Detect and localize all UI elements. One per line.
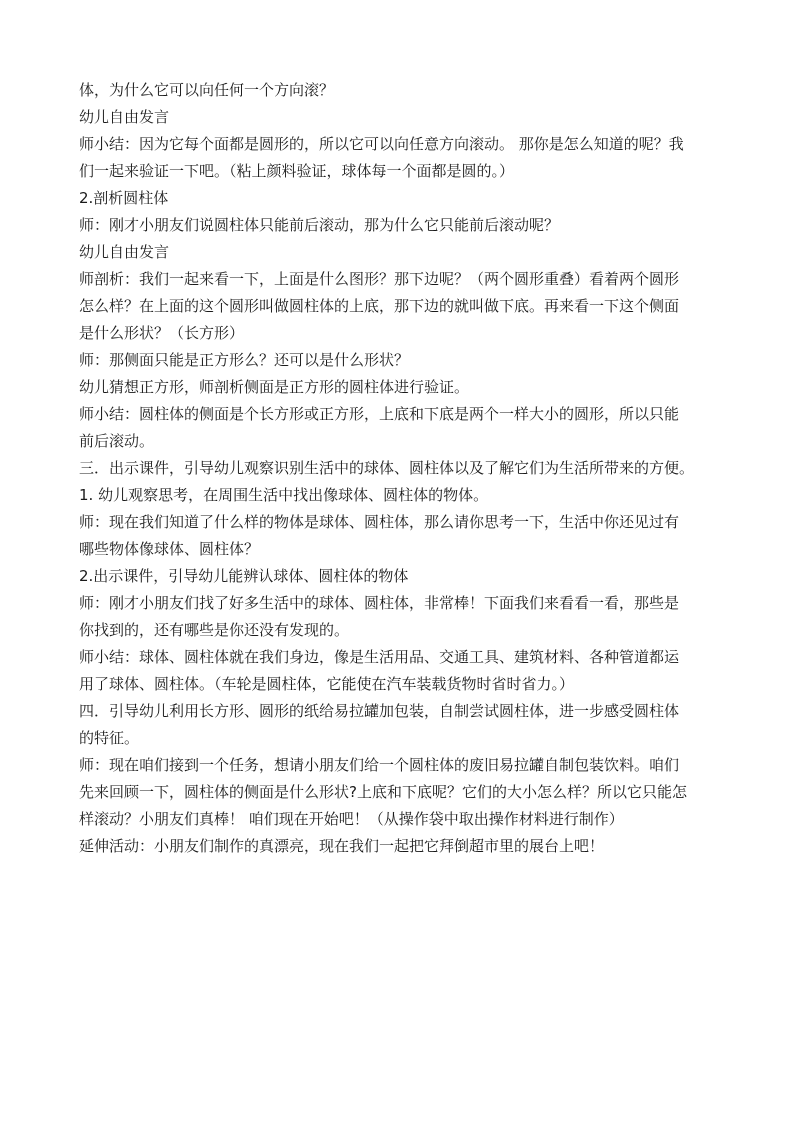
section-heading: 三．出示课件，引导幼儿观察识别生活中的球体、圆柱体以及了解它们为生活所带来的方便。	[79, 459, 695, 477]
section-heading: 1. 幼儿观察思考，在周围生活中找出像球体、圆柱体的物体。	[79, 486, 489, 504]
section-heading: 四．引导幼儿利用长方形、圆形的纸给易拉罐加包装，自制尝试圆柱体，进一步感受圆柱体	[79, 702, 680, 720]
text-line: 师剖析：我们一起来看一下，上面是什么图形？那下边呢？（两个圆形重叠）看着两个圆形	[79, 270, 680, 288]
text-line: 师：现在我们知道了什么样的物体是球体、圆柱体，那么请你思考一下，生活中你还见过有	[79, 513, 680, 531]
text-line: 师：那侧面只能是正方形么？还可以是什么形状？	[79, 351, 410, 369]
text-line: 们一起来验证一下吧。（粘上颜料验证，球体每一个面都是圆的。）	[79, 162, 515, 180]
text-line: 师小结：球体、圆柱体就在我们身边，像是生活用品、交通工具、建筑材料、各种管道都运	[79, 648, 680, 666]
text-line: 你找到的，还有哪些是你还没有发现的。	[79, 621, 350, 639]
text-line: 师：现在咱们接到一个任务，想请小朋友们给一个圆柱体的废旧易拉罐自制包装饮料。咱们	[79, 756, 680, 774]
text-line: 师小结：圆柱体的侧面是个长方形或正方形，上底和下底是两个一样大小的圆形，所以只能	[79, 405, 680, 423]
text-line: 幼儿猜想正方形，师剖析侧面是正方形的圆柱体进行验证。	[79, 378, 470, 396]
text-line: 师：刚才小朋友们说圆柱体只能前后滚动，那为什么它只能前后滚动呢？	[79, 216, 560, 234]
section-heading: 2.出示课件，引导幼儿能辨认球体、圆柱体的物体	[79, 567, 409, 585]
text-line: 是什么形状？（长方形）	[79, 324, 245, 342]
text-line: 的特征。	[79, 729, 140, 747]
text-line: 幼儿自由发言	[79, 108, 170, 126]
text-line: 前后滚动。	[79, 432, 155, 450]
text-line: 幼儿自由发言	[79, 243, 170, 261]
text-line: 怎么样？在上面的这个圆形叫做圆柱体的上底，那下边的就叫做下底。再来看一下这个侧面	[79, 297, 680, 315]
text-line: 用了球体、圆柱体。（车轮是圆柱体，它能使在汽车装载货物时省时省力。）	[79, 675, 575, 693]
document-page	[79, 77, 727, 860]
text-line: 先来回顾一下，圆柱体的侧面是什么形状?上底和下底呢？它们的大小怎么样？所以它只能怎	[79, 783, 687, 801]
text-line: 哪些物体像球体、圆柱体？	[79, 540, 260, 558]
text-line: 样滚动？小朋友们真棒！ 咱们现在开始吧！（从操作袋中取出操作材料进行制作）	[79, 810, 624, 828]
section-heading: 2.剖析圆柱体	[79, 189, 169, 207]
text-line: 师：刚才小朋友们找了好多生活中的球体、圆柱体，非常棒！下面我们来看看一看，那些是	[79, 594, 680, 612]
text-line: 延伸活动：小朋友们制作的真漂亮，现在我们一起把它拜倒超市里的展台上吧！	[79, 837, 605, 855]
text-line: 师小结：因为它每个面都是圆形的，所以它可以向任意方向滚动。 那你是怎么知道的呢？我	[79, 135, 684, 153]
text-line: 体，为什么它可以向任何一个方向滚？	[79, 81, 335, 99]
